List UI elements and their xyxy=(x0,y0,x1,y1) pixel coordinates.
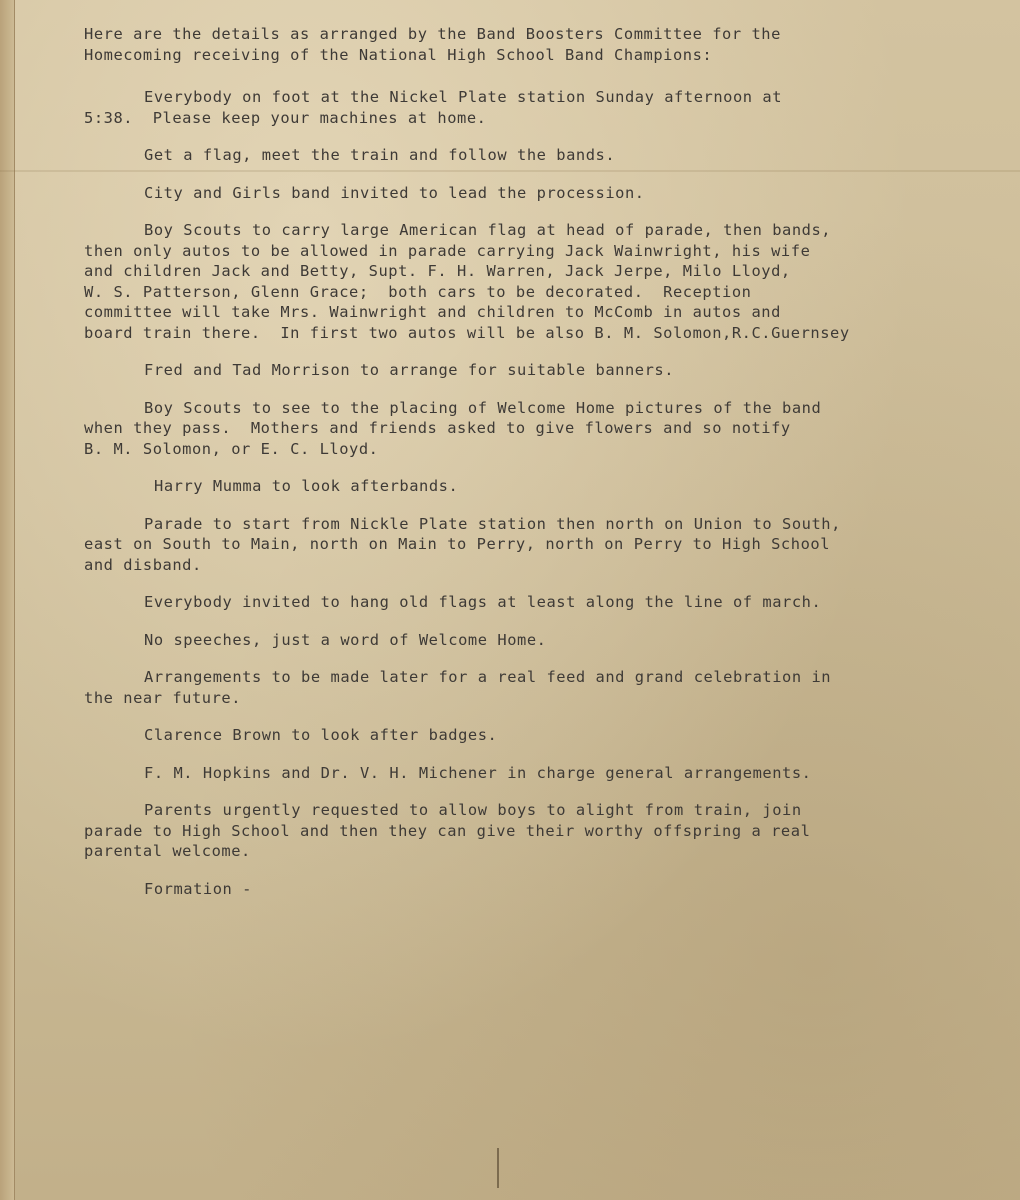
no-speeches-paragraph: No speeches, just a word of Welcome Home. xyxy=(144,630,547,649)
route-paragraph-continuation: east on South to Main, north on Main to Perry, north on Perry to High School and disband. xyxy=(84,535,831,574)
celebration-paragraph xyxy=(84,667,1014,708)
arrival-paragraph-first-line: Everybody on foot at the Nickel Plate station Sunday afternoon at xyxy=(144,88,783,106)
parade-order-paragraph-first-line: Boy Scouts to carry large American flag at head of parade, then bands, xyxy=(144,221,832,239)
badges-paragraph: Clarence Brown to look after badges. xyxy=(144,726,498,744)
paper-left-edge xyxy=(0,0,15,1200)
pictures-paragraph-first-line: Boy Scouts to see to the placing of Welcome Home pictures of the band xyxy=(144,398,822,417)
celebration-paragraph-first-line: Arrangements to be made later for a real feed and grand celebration in xyxy=(144,668,832,686)
route-paragraph-first-line: Parade to start from Nickle Plate station then north on Union to South, xyxy=(144,514,841,533)
route-paragraph xyxy=(84,514,1014,576)
flag-paragraph: Get a flag, meet the train and follow the bands. xyxy=(144,146,616,164)
pictures-paragraph-continuation: when they pass. Mothers and friends asked to give flowers and so notify B. M. Solomon, or E. C. Lloyd. xyxy=(84,419,791,458)
formation-paragraph: Formation - xyxy=(144,879,252,898)
arrival-text xyxy=(84,87,1014,128)
parents-paragraph-continuation: parade to High School and then they can give their worthy offspring a real parental welcome. xyxy=(84,821,811,860)
parade-order-paragraph xyxy=(84,220,1014,343)
banners-paragraph: Fred and Tad Morrison to arrange for suitable banners. xyxy=(144,361,675,379)
arrival-paragraph-continuation: 5:38. Please keep your machines at home. xyxy=(84,108,487,127)
parents-paragraph xyxy=(84,800,1014,862)
bands-paragraph: Harry Mumma to look afterbands. xyxy=(154,477,459,495)
procession-paragraph: City and Girls band invited to lead the procession. xyxy=(144,183,645,202)
parents-paragraph-first-line: Parents urgently requested to allow boys to alight from train, join xyxy=(144,801,802,819)
intro-paragraph: Here are the details as arranged by the Band Boosters Committee for the Homecoming receiving of the National High School Band Champions: xyxy=(84,25,781,64)
letter-body xyxy=(84,24,1014,899)
paper-crease-mark xyxy=(497,1148,499,1188)
parade-order-paragraph-continuation: then only autos to be allowed in parade carrying Jack Wainwright, his wife and children Jack and Betty, Supt. F. H. Warren, Jack Jerpe, Milo Lloyd, W. S. Patterson, Glenn Grace; both cars to be decorated. Reception committee will take Mrs. Wainwright and children to McComb in autos and board train there. In first two autos will be also B. M. Solomon,R.C.Guernsey xyxy=(84,241,850,342)
general-arrangements-paragraph: F. M. Hopkins and Dr. V. H. Michener in charge general arrangements. xyxy=(144,763,812,782)
celebration-paragraph-continuation: the near future. xyxy=(84,688,242,707)
arrival-paragraph xyxy=(84,87,1014,128)
old-flags-paragraph: Everybody invited to hang old flags at least along the line of march. xyxy=(144,593,822,611)
pictures-paragraph xyxy=(84,398,1014,460)
